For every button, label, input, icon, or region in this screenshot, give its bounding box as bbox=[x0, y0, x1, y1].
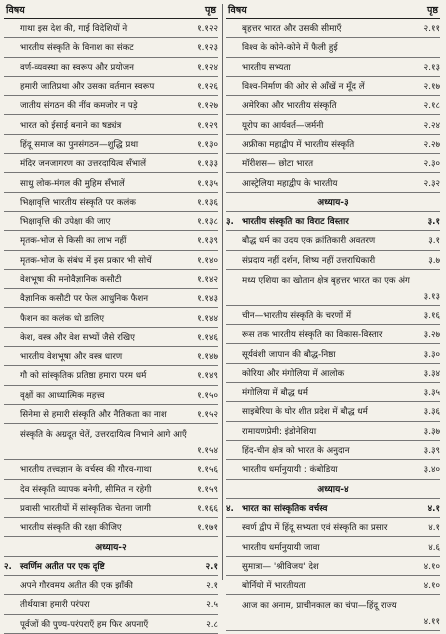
contents-entry bbox=[226, 38, 440, 57]
contents-entry bbox=[4, 460, 218, 479]
chapter-entry bbox=[226, 499, 440, 518]
contents-entry bbox=[4, 212, 218, 231]
contents-entry bbox=[4, 366, 218, 385]
contents-entry bbox=[226, 270, 440, 306]
entry-title: केश, वस्त्र और वेश सभ्यों जैसे रखिए bbox=[20, 332, 135, 343]
contents-entry bbox=[226, 364, 440, 383]
contents-entry bbox=[226, 557, 440, 576]
entry-title: भिक्षावृत्ति भारतीय संस्कृति पर कलंक bbox=[20, 197, 136, 208]
entry-page-number: २.३२ bbox=[423, 178, 440, 189]
entry-page-number: २.३० bbox=[423, 159, 440, 170]
chapter-heading: अध्याय-३ bbox=[226, 193, 440, 212]
contents-entry bbox=[4, 424, 218, 460]
entry-title: हिंद-चीन क्षेत्र को भारत के अनुदान bbox=[242, 446, 350, 457]
entry-title: अमेरिका और भारतीय संस्कृति bbox=[242, 101, 337, 112]
contents-entry bbox=[226, 115, 440, 134]
contents-entry bbox=[4, 386, 218, 405]
entry-page-number: १.१५६ bbox=[197, 465, 218, 476]
contents-entry bbox=[226, 154, 440, 173]
page-heading: पृष्ठ bbox=[427, 5, 438, 16]
contents-entry bbox=[4, 405, 218, 424]
contents-entry bbox=[226, 402, 440, 421]
entry-title: साइबेरिया के घोर शीत प्रदेश में बौद्ध धर्म bbox=[242, 407, 368, 418]
entry-page-number: ४.११ bbox=[423, 617, 440, 628]
entry-title: भारतीय संस्कृति की रक्षा कीजिए bbox=[20, 523, 122, 534]
entry-page-number: १.१६६ bbox=[197, 503, 218, 514]
contents-entry bbox=[4, 308, 218, 327]
contents-entry bbox=[4, 135, 218, 154]
contents-entry bbox=[4, 96, 218, 115]
entry-page-number: १.१४६ bbox=[197, 332, 218, 343]
contents-entry bbox=[226, 576, 440, 595]
entry-title: भारतीय धर्मानुयायी : कंबोडिया bbox=[242, 465, 338, 476]
subject-heading: विषय bbox=[6, 5, 25, 16]
entry-page-number: १.१२४ bbox=[197, 62, 218, 73]
contents-entry bbox=[226, 135, 440, 154]
entry-page-number: ३.१३ bbox=[423, 291, 440, 302]
entry-page-number: १.१२७ bbox=[197, 101, 218, 112]
entry-page-number: १.१७१ bbox=[197, 523, 218, 534]
entry-page-number: ३.३७ bbox=[423, 426, 440, 437]
entry-title: भारत का सांस्कृतिक वर्चस्व bbox=[242, 503, 328, 514]
entry-page-number: ३.१ bbox=[428, 236, 440, 247]
entry-title: विश्व-निर्माण की ओर से आँखें न मूँद लें bbox=[242, 82, 365, 93]
entry-title: रूस तक भारतीय संस्कृति का विकास-विस्तार bbox=[242, 330, 383, 341]
column-header bbox=[226, 2, 440, 19]
entry-page-number: १.१५२ bbox=[197, 410, 218, 421]
entry-page-number: १.१५४ bbox=[197, 446, 218, 457]
entry-page-number: २.११ bbox=[423, 24, 440, 35]
entry-title: गौ को सांस्कृतिक प्रतिष्ठा हमारा परम धर्म bbox=[20, 371, 147, 382]
chapter-number: ३. bbox=[226, 217, 234, 228]
contents-entry bbox=[4, 595, 218, 614]
contents-entry bbox=[4, 115, 218, 134]
entry-title: भारतीय धर्मानुयायी जावा bbox=[242, 542, 320, 553]
contents-entry bbox=[4, 328, 218, 347]
contents-entry bbox=[4, 480, 218, 499]
contents-list-right bbox=[226, 19, 440, 631]
contents-entry bbox=[4, 173, 218, 192]
contents-entry bbox=[4, 231, 218, 250]
entry-page-number: ४.१ bbox=[427, 503, 440, 514]
entry-title: भारत को ईसाई बनाने का षड्यंत्र bbox=[20, 120, 122, 131]
entry-page-number: १.१४० bbox=[197, 255, 218, 266]
entry-title: भारतीय संस्कृति का विराट विस्तार bbox=[242, 217, 349, 228]
entry-page-number: २.२७ bbox=[423, 139, 440, 150]
contents-entry bbox=[226, 441, 440, 460]
entry-title: कोरिया और मंगोलिया में आलोक bbox=[242, 368, 345, 379]
entry-title: स्वर्णिम अतीत पर एक दृष्टि bbox=[20, 561, 105, 572]
contents-entry bbox=[226, 19, 440, 38]
entry-title: साधु लोक-मंगल की मुहिम सँभालें bbox=[20, 178, 125, 189]
entry-page-number: १.१३९ bbox=[197, 236, 218, 247]
entry-title: वैज्ञानिक कसौटी पर फेल आधुनिक फैशन bbox=[20, 294, 149, 305]
entry-title: गाथा इस देश की, गाई विदेशियों ने bbox=[20, 24, 128, 35]
entry-title: फैशन का कलंक धो डालिए bbox=[20, 313, 105, 324]
contents-entry bbox=[226, 383, 440, 402]
entry-page-number: ३.४० bbox=[423, 465, 440, 476]
entry-page-number: १.१३० bbox=[197, 139, 218, 150]
right-column bbox=[226, 2, 440, 631]
contents-entry bbox=[4, 251, 218, 270]
entry-title: संप्रदाय नहीं दर्शन, शिष्य नहीं उत्तराधिकारी bbox=[242, 255, 376, 266]
chapter-heading: अध्याय-४ bbox=[226, 480, 440, 499]
entry-title: सुमात्रा— 'श्रीविजय' देश bbox=[242, 561, 319, 572]
entry-page-number: ३.३६ bbox=[423, 407, 440, 418]
entry-title: हिंदू समाज का पुनसंगठन—शुद्धि प्रथा bbox=[20, 139, 139, 150]
chapter-entry bbox=[4, 557, 218, 576]
entry-title: संस्कृति के अग्रदूत चेतें, उत्तरदायित्व निभाने आगे आएँ bbox=[20, 430, 187, 441]
chapter-entry bbox=[226, 212, 440, 231]
contents-entry bbox=[226, 344, 440, 363]
contents-entry bbox=[226, 77, 440, 96]
entry-page-number: १.१४९ bbox=[197, 371, 218, 382]
entry-page-number: २.१८ bbox=[423, 101, 440, 112]
entry-page-number: १.१४७ bbox=[197, 352, 218, 363]
entry-page-number: १.१२२ bbox=[197, 24, 218, 35]
contents-entry bbox=[226, 460, 440, 479]
entry-page-number: ४.१० bbox=[423, 561, 440, 572]
entry-title: आस्ट्रेलिया महाद्वीप के भारतीय bbox=[242, 178, 338, 189]
entry-page-number: ३.७ bbox=[428, 255, 440, 266]
entry-title: रामायणप्रेमी: इंडोनेशिया bbox=[242, 426, 317, 437]
contents-entry bbox=[226, 96, 440, 115]
entry-title: भारतीय तत्त्वज्ञान के वर्चस्व की गौरव-गाथा bbox=[20, 465, 152, 476]
contents-entry bbox=[226, 325, 440, 344]
entry-title: बृहत्तर भारत और उसकी सीमाएँ bbox=[242, 24, 342, 35]
entry-title: मंगोलिया में बौद्ध धर्म bbox=[242, 388, 308, 399]
entry-page-number: ३.३४ bbox=[423, 368, 440, 379]
entry-page-number: ३.३९ bbox=[423, 446, 440, 457]
column-header bbox=[4, 2, 218, 19]
contents-list-left bbox=[4, 19, 218, 634]
contents-entry bbox=[4, 347, 218, 366]
entry-title: वृक्षों का आध्यात्मिक महत्त्व bbox=[20, 390, 105, 401]
entry-page-number: १.१२३ bbox=[197, 43, 218, 54]
subject-heading: विषय bbox=[228, 5, 247, 16]
entry-title: मृतक-भोज के संबंध में इस प्रकार भी सोचें bbox=[20, 255, 152, 266]
contents-entry bbox=[226, 231, 440, 250]
entry-title: मध्य एशिया का खोतान क्षेत्र बृहत्तर भारत का एक अंग bbox=[242, 275, 410, 286]
entry-page-number: ३.३० bbox=[423, 349, 440, 360]
entry-title: स्वर्ण द्वीप में हिंदू सभ्यता एवं संस्कृति का प्रसार bbox=[242, 523, 388, 534]
entry-title: जातीय संगठन की नींव कमजोर न पड़े bbox=[20, 101, 138, 112]
entry-page-number: २.१ bbox=[206, 581, 218, 592]
entry-page-number: २.१ bbox=[205, 561, 218, 572]
entry-title: पूर्वजों की पुण्य-परंपराएँ हम फिर अपनाएँ bbox=[20, 619, 149, 630]
contents-entry bbox=[226, 422, 440, 441]
entry-title: देव संस्कृति व्यापक बनेगी, सीमित न रहेगी bbox=[20, 484, 152, 495]
entry-page-number: १.१३८ bbox=[197, 217, 218, 228]
entry-page-number: १.१३५ bbox=[197, 178, 218, 189]
chapter-heading: अध्याय-२ bbox=[4, 537, 218, 556]
entry-page-number: ४.१ bbox=[428, 523, 440, 534]
entry-title: आज का अनाम, प्राचीनकाल का चंपा—हिंदू राज्य bbox=[242, 601, 397, 612]
entry-title: मृतक-भोज से किसी का लाभ नहीं bbox=[20, 236, 127, 247]
contents-entry bbox=[4, 499, 218, 518]
contents-entry bbox=[226, 537, 440, 556]
entry-title: विश्व के कोने-कोने में फैली हुई bbox=[242, 43, 338, 54]
entry-page-number: ४.६ bbox=[428, 542, 440, 553]
contents-entry bbox=[4, 615, 218, 634]
entry-title: अपने गौरवमय अतीत की एक झाँकी bbox=[20, 581, 133, 592]
entry-title: बौद्ध धर्म का उदय एक क्रांतिकारी अवतरण bbox=[242, 236, 376, 247]
entry-page-number: १.१४४ bbox=[197, 313, 218, 324]
entry-title: चीन—भारतीय संस्कृति के चरणों में bbox=[242, 311, 352, 321]
contents-entry bbox=[4, 38, 218, 57]
page-heading: पृष्ठ bbox=[205, 5, 216, 16]
entry-title: सिनेमा से हमारी संस्कृति और नैतिकता का नाश bbox=[20, 410, 167, 421]
entry-page-number: ४.१० bbox=[423, 581, 440, 592]
chapter-number: २. bbox=[4, 561, 12, 572]
contents-entry bbox=[226, 595, 440, 631]
entry-page-number: १.१५९ bbox=[197, 484, 218, 495]
entry-page-number: ३.१६ bbox=[423, 311, 440, 321]
contents-entry bbox=[4, 58, 218, 77]
entry-page-number: १.१३६ bbox=[197, 197, 218, 208]
entry-title: मॉरीशस— छोटा भारत bbox=[242, 159, 314, 170]
contents-entry bbox=[4, 77, 218, 96]
column-divider bbox=[222, 4, 223, 580]
contents-entry bbox=[4, 154, 218, 173]
entry-title: भारतीय वेशभूषा और वस्त्र धारण bbox=[20, 352, 123, 363]
entry-page-number: १.१३३ bbox=[197, 159, 218, 170]
entry-page-number: २.१७ bbox=[423, 82, 440, 93]
entry-title: भारतीय सभ्यता bbox=[242, 62, 291, 73]
entry-page-number: १.१५० bbox=[197, 390, 218, 401]
entry-page-number: २.२४ bbox=[423, 120, 440, 131]
entry-page-number: ३.१ bbox=[427, 217, 440, 228]
contents-entry bbox=[226, 58, 440, 77]
entry-title: भारतीय संस्कृति के विनाश का संकट bbox=[20, 43, 134, 54]
entry-title: मंदिर जनजागरण का उत्तरदायित्व सँभालें bbox=[20, 159, 146, 170]
contents-entry bbox=[4, 19, 218, 38]
contents-entry bbox=[4, 576, 218, 595]
entry-page-number: ३.३५ bbox=[423, 388, 440, 399]
entry-title: हमारी जातिप्रथा और उसका वर्तमान स्वरूप bbox=[20, 82, 155, 93]
entry-page-number: २.८ bbox=[206, 619, 218, 630]
entry-title: वर्ण-व्यवस्था का स्वरूप और प्रयोजन bbox=[20, 62, 134, 73]
contents-entry bbox=[226, 251, 440, 270]
entry-title: तीर्थयात्रा हमारी परंपरा bbox=[20, 600, 90, 611]
entry-page-number: २.१३ bbox=[423, 62, 440, 73]
contents-entry bbox=[4, 270, 218, 289]
entry-title: प्रवासी भारतीयों में सांस्कृतिक चेतना जागी bbox=[20, 503, 151, 514]
entry-page-number: १.१४३ bbox=[197, 294, 218, 305]
contents-entry bbox=[226, 306, 440, 325]
entry-title: भिक्षावृत्ति की उपेक्षा की जाए bbox=[20, 217, 111, 228]
entry-page-number: ३.२७ bbox=[423, 330, 440, 341]
entry-title: सूर्यवंशी जापान की बौद्ध-निष्ठा bbox=[242, 349, 336, 360]
contents-entry bbox=[226, 518, 440, 537]
contents-entry bbox=[4, 289, 218, 308]
entry-title: यूरोप का आर्यवर्त—जर्मनी bbox=[242, 120, 324, 131]
entry-page-number: १.१२६ bbox=[197, 82, 218, 93]
entry-page-number: २.५ bbox=[206, 600, 218, 611]
chapter-number: ४. bbox=[226, 503, 234, 514]
entry-title: अफ्रीका महाद्वीप में भारतीय संस्कृति bbox=[242, 139, 355, 150]
contents-entry bbox=[4, 518, 218, 537]
contents-entry bbox=[4, 193, 218, 212]
entry-page-number: १.१२९ bbox=[197, 120, 218, 131]
left-column bbox=[4, 2, 218, 634]
entry-title: बोर्नियो में भारतीयता bbox=[242, 581, 306, 592]
entry-title: वेशभूषा की मनोवैज्ञानिक कसौटी bbox=[20, 275, 122, 285]
entry-page-number: १.१४२ bbox=[197, 275, 218, 285]
contents-entry bbox=[226, 173, 440, 192]
